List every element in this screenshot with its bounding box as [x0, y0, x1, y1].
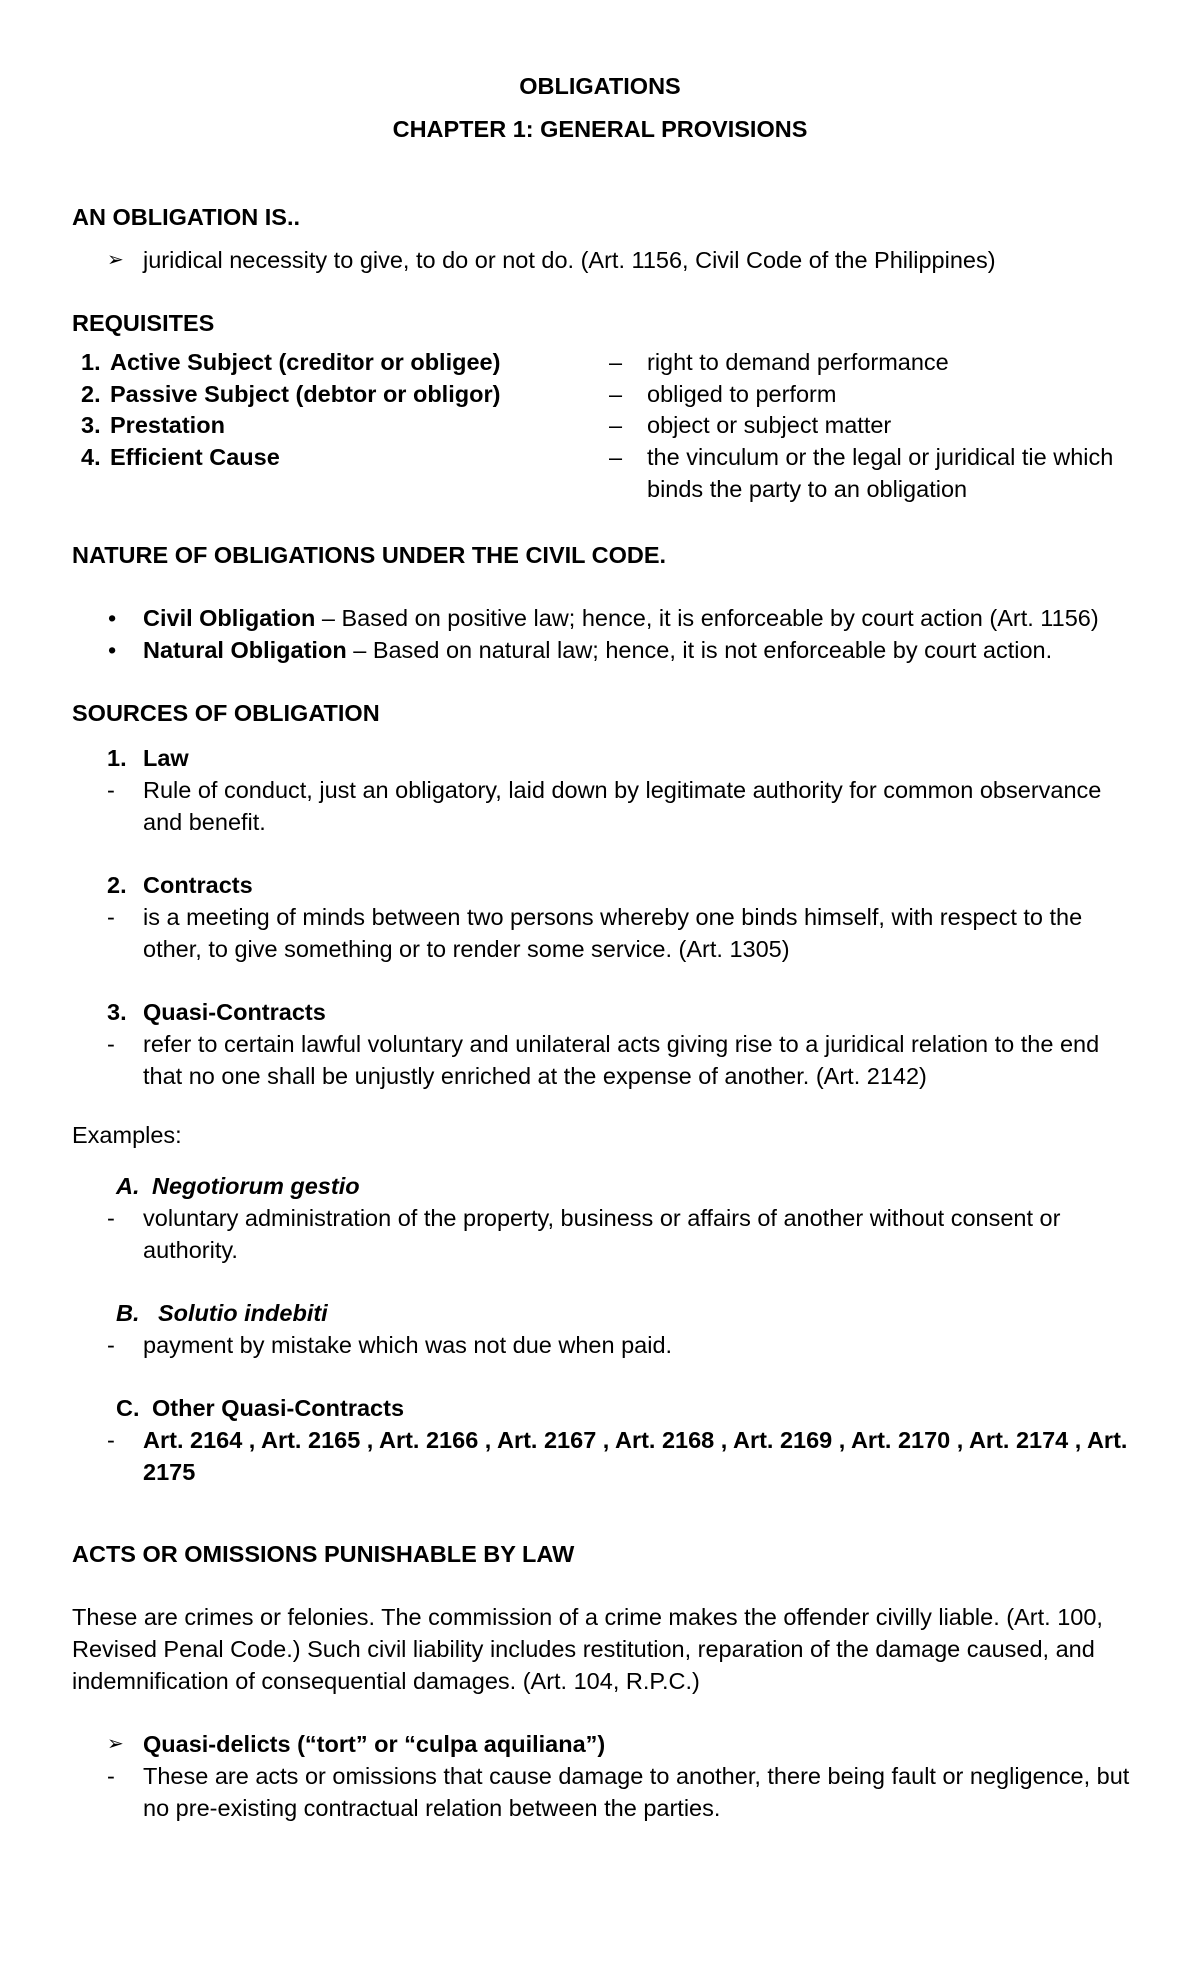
source-desc: Rule of conduct, just an obligatory, laid down by legitimate authority for common observance and benefit. — [143, 777, 1102, 835]
example-desc: payment by mistake which was not due when paid. — [143, 1332, 673, 1358]
source-term: Law — [143, 745, 189, 771]
nature-item — [143, 634, 1052, 666]
requisite-dash: – — [609, 381, 623, 407]
quasi-delicts-dash: - — [107, 1763, 115, 1789]
requisite-desc: obliged to perform — [647, 381, 837, 407]
requisite-desc: the vinculum or the legal or juridical tie which binds the party to an obligation — [647, 444, 1114, 502]
requisite-term: Passive Subject (debtor or obligor) — [110, 381, 501, 407]
chapter-title: CHAPTER 1: GENERAL PROVISIONS — [392, 116, 808, 142]
source-dash: - — [107, 1031, 115, 1057]
requisite-term: Efficient Cause — [110, 444, 280, 470]
nature-item — [143, 602, 1099, 634]
source-number: 3. — [107, 999, 127, 1025]
acts-heading: ACTS OR OMISSIONS PUNISHABLE BY LAW — [72, 1541, 575, 1567]
bullet-icon: • — [108, 605, 117, 631]
arrow-bullet-icon: ➢ — [107, 1733, 124, 1755]
requisite-number: 2. — [81, 381, 101, 407]
example-desc: voluntary administration of the property, business or affairs of another without consent or authority. — [143, 1205, 1061, 1263]
example-term: Solutio indebiti — [158, 1300, 328, 1326]
arrow-bullet-icon: ➢ — [107, 249, 124, 271]
example-letter: A. — [116, 1173, 140, 1199]
requisite-dash: – — [609, 444, 623, 470]
example-dash: - — [107, 1205, 115, 1231]
requisite-dash: – — [609, 412, 623, 438]
nature-term: Civil Obligation — [143, 605, 316, 631]
definition-text: juridical necessity to give, to do or not do. (Art. 1156, Civil Code of the Philippines) — [143, 247, 996, 273]
document-title: OBLIGATIONS — [519, 73, 681, 99]
example-letter: B. — [116, 1300, 140, 1326]
requisite-number: 4. — [81, 444, 101, 470]
source-desc: is a meeting of minds between two persons whereby one binds himself, with respect to the other, to give something or to render some service. (Art. 1305) — [143, 904, 1083, 962]
acts-paragraph: These are crimes or felonies. The commission of a crime makes the offender civilly liable. (Art. 100, Revised Penal Code.) Such civil liability includes restitution, reparation of the damage caused, and indemnification of consequential damages. (Art. 104, R.P.C.) — [72, 1604, 1103, 1694]
nature-term: Natural Obligation — [143, 637, 347, 663]
nature-desc: – Based on positive law; hence, it is enforceable by court action (Art. 1156) — [315, 605, 1099, 631]
requisite-desc: object or subject matter — [647, 412, 892, 438]
example-dash: - — [107, 1427, 115, 1453]
requisite-number: 3. — [81, 412, 101, 438]
requisite-term: Prestation — [110, 412, 225, 438]
quasi-delicts-desc: These are acts or omissions that cause damage to another, there being fault or negligence, but no pre-existing contractual relation between the parties. — [143, 1763, 1130, 1821]
example-dash: - — [107, 1332, 115, 1358]
source-dash: - — [107, 777, 115, 803]
requisite-dash: – — [609, 349, 623, 375]
source-term: Contracts — [143, 872, 253, 898]
quasi-delicts-heading: Quasi-delicts (“tort” or “culpa aquiliana”) — [143, 1731, 606, 1757]
bullet-icon: • — [108, 637, 117, 663]
source-dash: - — [107, 904, 115, 930]
source-number: 1. — [107, 745, 127, 771]
examples-label: Examples: — [72, 1122, 182, 1148]
nature-heading: NATURE OF OBLIGATIONS UNDER THE CIVIL CODE. — [72, 542, 667, 568]
example-letter: C. — [116, 1395, 140, 1421]
example-term: Other Quasi-Contracts — [152, 1395, 405, 1421]
source-term: Quasi-Contracts — [143, 999, 326, 1025]
source-number: 2. — [107, 872, 127, 898]
requisite-term: Active Subject (creditor or obligee) — [110, 349, 501, 375]
definition-heading: AN OBLIGATION IS.. — [72, 204, 301, 230]
source-desc: refer to certain lawful voluntary and unilateral acts giving rise to a juridical relation to the end that no one shall be unjustly enriched at the expense of another. (Art. 2142) — [143, 1031, 1100, 1089]
example-desc: Art. 2164 , Art. 2165 , Art. 2166 , Art. 2167 , Art. 2168 , Art. 2169 , Art. 2170 , Art. 2174 , Art. 2175 — [143, 1427, 1128, 1485]
nature-desc: – Based on natural law; hence, it is not enforceable by court action. — [346, 637, 1053, 663]
requisites-heading: REQUISITES — [72, 310, 215, 336]
requisite-desc: right to demand performance — [647, 349, 949, 375]
example-term: Negotiorum gestio — [152, 1173, 360, 1199]
requisite-number: 1. — [81, 349, 101, 375]
sources-heading: SOURCES OF OBLIGATION — [72, 700, 380, 726]
